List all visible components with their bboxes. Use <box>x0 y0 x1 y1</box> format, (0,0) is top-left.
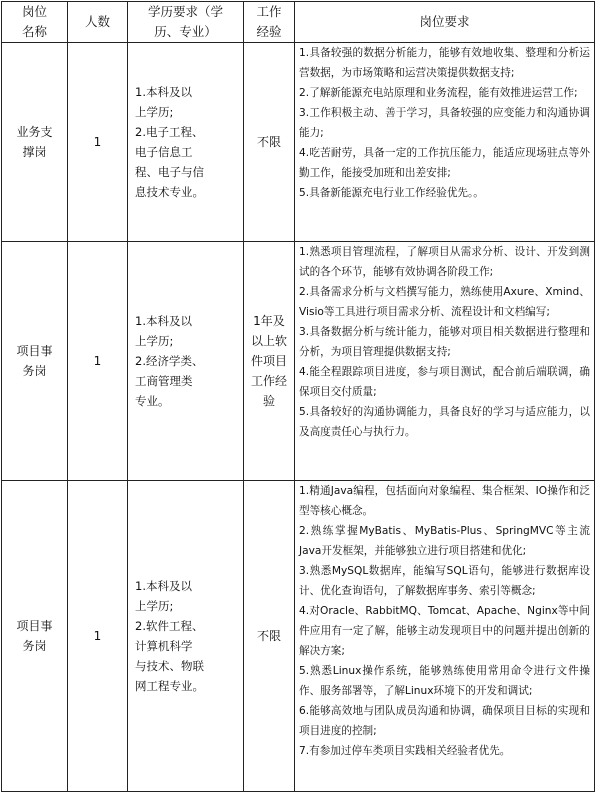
education-line: 1.本科及以 <box>135 85 192 99</box>
requirement-item: 3.工作积极主动、善于学习，具备较强的应变能力和沟通协调能力; <box>299 107 590 139</box>
education-line: 与技术、物联 <box>135 659 204 673</box>
header-position <box>2 2 68 43</box>
requirement-item: 3.具备数据分析与统计能力，能够对项目相关数据进行整理和分析，为项目管理提供数据支持; <box>299 326 590 358</box>
education-cell <box>128 481 244 792</box>
education-line: 上学历; <box>135 105 174 119</box>
job-requirements-table <box>1 1 595 792</box>
education-line: 上学历; <box>135 599 174 613</box>
header-experience <box>244 2 295 43</box>
education-line: 上学历; <box>135 334 174 348</box>
education-line: 1.本科及以 <box>135 314 192 328</box>
requirement-item: 1.熟悉项目管理流程，了解项目从需求分析、设计、开发到测试的各个环节，能够有效协调各阶段工作; <box>299 246 590 278</box>
requirements-cell <box>295 481 595 792</box>
header-row <box>2 2 595 43</box>
header-education-line: 历、专业） <box>154 24 217 39</box>
requirements-cell <box>295 242 595 481</box>
header-experience-line: 工作 <box>256 4 282 19</box>
header-education-line: 学历要求（学 <box>147 4 223 19</box>
experience-line: 不限 <box>256 135 281 149</box>
experience-line: 不限 <box>256 629 281 643</box>
position-cell <box>2 481 68 792</box>
header-position-line: 名称 <box>21 24 47 39</box>
header-education <box>128 2 244 43</box>
table-row <box>2 43 595 242</box>
requirement-item: 2.了解新能源充电站原理和业务流程，能有效推进运营工作; <box>299 87 578 99</box>
header-position-line: 岗位 <box>21 4 47 19</box>
education-line: 2.电子工程、 <box>135 125 204 139</box>
requirement-item: 5.具备新能源充电行业工作经验优先。。 <box>299 187 484 199</box>
requirement-item: 4.能全程跟踪项目进度，参与项目测试，配合前后端联调，确保项目交付质量; <box>299 366 590 398</box>
header-experience-line: 经验 <box>256 24 282 39</box>
position-cell <box>2 43 68 242</box>
education-line: 程、电子与信 <box>135 165 204 179</box>
position-name-line: 务岗 <box>22 639 47 653</box>
experience-cell <box>244 43 295 242</box>
table-row <box>2 481 595 792</box>
header-count: 人数 <box>68 2 128 43</box>
requirement-item: 1.精通Java编程，包括面向对象编程、集合框架、IO操作和泛型等核心概念。 <box>299 485 590 517</box>
education-line: 2.软件工程、 <box>135 619 204 633</box>
experience-line: 工作经 <box>250 374 287 388</box>
requirement-item: 4.吃苦耐劳，具备一定的工作抗压能力，能适应现场驻点等外勤工作，能接受加班和出差安排; <box>299 147 590 179</box>
table-row <box>2 242 595 481</box>
count-cell: 1 <box>68 242 128 481</box>
position-name-line: 业务支 <box>16 125 53 139</box>
experience-cell <box>244 481 295 792</box>
education-line: 1.本科及以 <box>135 579 192 593</box>
requirement-item: 2.具备需求分析与文档撰写能力，熟练使用Axure、Xmind、Visio等工具进行项目需求分析、流程设计和文档编写; <box>299 286 590 318</box>
education-line: 计算机科学 <box>135 639 193 653</box>
requirement-item: 4.对Oracle、RabbitMQ、Tomcat、Apache、Nginx等中间件应用有一定了解，能够主动发现项目中的问题并提出创新的解决方案; <box>299 605 590 657</box>
education-line: 专业。 <box>135 394 170 408</box>
education-cell <box>128 43 244 242</box>
experience-line: 件项目 <box>250 354 287 368</box>
requirement-item: 1.具备较强的数据分析能力，能够有效地收集、整理和分析运营数据，为市场策略和运营决策提供数据支持; <box>299 47 590 79</box>
requirement-item: 2.熟练掌握MyBatis、MyBatis-Plus、SpringMVC等主流Java开发框架，并能够独立进行项目搭建和优化; <box>299 525 590 557</box>
education-line: 2.经济学类、 <box>135 354 204 368</box>
position-name-line: 项目事 <box>16 619 53 633</box>
experience-line: 以上软 <box>250 334 287 348</box>
position-cell <box>2 242 68 481</box>
education-cell <box>128 242 244 481</box>
experience-cell <box>244 242 295 481</box>
count-cell: 1 <box>68 481 128 792</box>
position-name-line: 撑岗 <box>22 145 47 159</box>
requirement-item: 6.能够高效地与团队成员沟通和协调，确保项目目标的实现和项目进度的控制; <box>299 705 590 737</box>
position-name-line: 项目事 <box>16 344 53 358</box>
education-line: 电子信息工 <box>135 145 193 159</box>
experience-line: 1年及 <box>253 314 285 328</box>
header-requirements: 岗位要求 <box>295 2 595 43</box>
education-line: 网工程专业。 <box>135 679 204 693</box>
requirements-cell <box>295 43 595 242</box>
requirement-item: 3.熟悉MySQL数据库，能编写SQL语句，能够进行数据库设计、优化查询语句，了解数据库事务、索引等概念; <box>299 565 590 597</box>
position-name-line: 务岗 <box>22 364 47 378</box>
requirement-item: 5.熟悉Linux操作系统，能够熟练使用常用命令进行文件操作、服务部署等，了解Linux环境下的开发和调试; <box>299 665 590 697</box>
requirement-item: 7.有参加过停车类项目实践相关经验者优先。 <box>299 745 511 757</box>
count-cell: 1 <box>68 43 128 242</box>
requirement-item: 5.具备较好的沟通协调能力，具备良好的学习与适应能力，以及高度责任心与执行力。 <box>299 406 590 438</box>
education-line: 息技术专业。 <box>135 185 204 199</box>
education-line: 工商管理类 <box>135 374 193 388</box>
experience-line: 验 <box>262 394 275 408</box>
